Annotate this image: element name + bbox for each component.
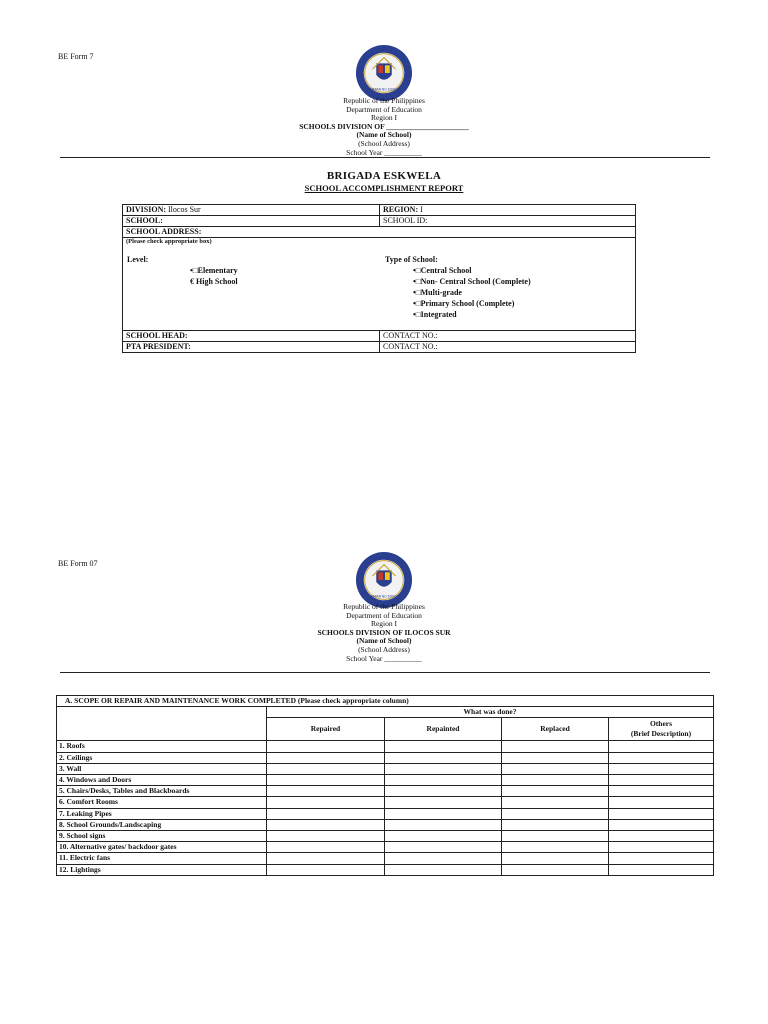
table-row	[57, 797, 714, 808]
division-cell[interactable]: DIVISION: Ilocos Sur	[123, 205, 380, 216]
cell-repainted[interactable]	[385, 786, 502, 797]
cell-replaced[interactable]	[502, 842, 609, 853]
report-title-block	[0, 170, 768, 193]
cell-replaced[interactable]	[502, 808, 609, 819]
cell-repaired[interactable]	[267, 842, 385, 853]
pta-president-cell[interactable]: PTA PRESIDENT:	[123, 342, 380, 353]
deped-seal-icon	[355, 44, 413, 102]
type-primary-checkbox[interactable]: •□Primary School (Complete)	[413, 299, 515, 308]
row-label: 2. Ceilings	[57, 752, 267, 763]
cell-replaced[interactable]	[502, 752, 609, 763]
table-row	[57, 842, 714, 853]
row-label: 9. School signs	[57, 831, 267, 842]
seal-text-2: KAGAWARAN NG EDUKASYON	[361, 594, 407, 599]
school-year-line: School Year __________	[346, 147, 422, 157]
divider	[60, 157, 710, 158]
school-year-line-2: School Year __________	[346, 653, 422, 663]
cell-replaced[interactable]	[502, 853, 609, 864]
row-label: 5. Chairs/Desks, Tables and Blackboards	[57, 786, 267, 797]
col-others-label: Others	[649, 719, 673, 729]
cell-repainted[interactable]	[385, 831, 502, 842]
check-note: (Please check appropriate box)	[126, 238, 212, 245]
col-repaired: Repaired	[267, 718, 385, 741]
cell-repaired[interactable]	[267, 853, 385, 864]
report-subtitle: SCHOOL ACCOMPLISHMENT REPORT	[304, 183, 464, 193]
cell-others[interactable]	[609, 853, 714, 864]
cell-repainted[interactable]	[385, 819, 502, 830]
col-others	[609, 718, 714, 741]
table-row	[57, 831, 714, 842]
cell-repainted[interactable]	[385, 864, 502, 875]
region-line: Region I	[370, 113, 398, 123]
school-name-line: (Name of School)	[356, 130, 412, 140]
school-cell[interactable]: SCHOOL:	[123, 216, 380, 227]
level-label: Level:	[127, 255, 149, 264]
cell-repainted[interactable]	[385, 797, 502, 808]
page1-header	[0, 97, 768, 157]
row-label: 1. Roofs	[57, 741, 267, 752]
row-label: 8. School Grounds/Landscaping	[57, 819, 267, 830]
head-contact-cell[interactable]: CONTACT NO.:	[380, 331, 636, 342]
school-id-cell[interactable]: SCHOOL ID:	[380, 216, 636, 227]
maintenance-work-table	[56, 695, 714, 876]
row-label: 7. Leaking Pipes	[57, 808, 267, 819]
cell-others[interactable]	[609, 797, 714, 808]
cell-repaired[interactable]	[267, 831, 385, 842]
school-name-line-2: (Name of School)	[356, 636, 412, 646]
school-head-cell[interactable]: SCHOOL HEAD:	[123, 331, 380, 342]
cell-replaced[interactable]	[502, 831, 609, 842]
table-row	[57, 752, 714, 763]
row-label: 11. Electric fans	[57, 853, 267, 864]
cell-repaired[interactable]	[267, 775, 385, 786]
type-options	[413, 265, 531, 320]
table-row	[57, 741, 714, 752]
form-number-2: BE Form 07	[58, 559, 98, 568]
cell-others[interactable]	[609, 763, 714, 774]
cell-replaced[interactable]	[502, 819, 609, 830]
divider-2	[60, 672, 710, 673]
republic-line: Republic of the Philippines	[343, 96, 425, 105]
page2-header	[0, 603, 768, 663]
region-line-2: Region I	[370, 619, 398, 629]
department-line-2: Department of Education	[346, 610, 422, 620]
division-line-2: SCHOOLS DIVISION OF ILOCOS SUR	[317, 627, 451, 637]
cell-repaired[interactable]	[267, 786, 385, 797]
row-label: 4. Windows and Doors	[57, 775, 267, 786]
cell-others[interactable]	[609, 842, 714, 853]
type-integrated-checkbox[interactable]: •□Integrated	[413, 310, 457, 319]
row-label: 12. Lightings	[57, 864, 267, 875]
cell-replaced[interactable]	[502, 797, 609, 808]
school-info-table	[122, 204, 636, 353]
cell-repainted[interactable]	[385, 808, 502, 819]
cell-replaced[interactable]	[502, 864, 609, 875]
table-row	[57, 808, 714, 819]
division-line: SCHOOLS DIVISION OF ______________________	[299, 121, 469, 131]
cell-repainted[interactable]	[385, 741, 502, 752]
cell-replaced[interactable]	[502, 786, 609, 797]
cell-repaired[interactable]	[267, 819, 385, 830]
table-row	[57, 864, 714, 875]
cell-repaired[interactable]	[267, 741, 385, 752]
table-row	[57, 853, 714, 864]
table-row	[57, 763, 714, 774]
cell-others[interactable]	[609, 741, 714, 752]
cell-repainted[interactable]	[385, 853, 502, 864]
cell-others[interactable]	[609, 775, 714, 786]
cell-repaired[interactable]	[267, 752, 385, 763]
seal-text: KAGAWARAN NG EDUKASYON	[361, 87, 407, 92]
cell-repaired[interactable]	[267, 797, 385, 808]
level-elementary-checkbox[interactable]: •□Elementary	[190, 266, 238, 275]
cell-replaced[interactable]	[502, 741, 609, 752]
type-noncentral-checkbox[interactable]: •□Non- Central School (Complete)	[413, 277, 531, 286]
col-repainted: Repainted	[385, 718, 502, 741]
cell-repainted[interactable]	[385, 752, 502, 763]
cell-replaced[interactable]	[502, 763, 609, 774]
type-multigrade-checkbox[interactable]: •□Multi-grade	[413, 288, 462, 297]
type-label: Type of School:	[385, 255, 438, 264]
row-label: 6. Comfort Rooms	[57, 797, 267, 808]
cell-others[interactable]	[609, 864, 714, 875]
form-number: BE Form 7	[58, 52, 94, 61]
school-address-cell[interactable]: SCHOOL ADDRESS:	[123, 227, 636, 238]
cell-repainted[interactable]	[385, 763, 502, 774]
table-row	[57, 786, 714, 797]
school-address-line: (School Address)	[358, 138, 410, 148]
blank-header-cell	[57, 707, 267, 741]
work-rows	[57, 741, 714, 875]
cell-others[interactable]	[609, 831, 714, 842]
report-title: BRIGADA ESKWELA	[326, 170, 442, 182]
cell-others[interactable]	[609, 819, 714, 830]
school-address-line-2: (School Address)	[358, 644, 410, 654]
type-central-checkbox[interactable]: •□Central School	[413, 266, 472, 275]
region-cell[interactable]: REGION: I	[380, 205, 636, 216]
level-type-cell	[123, 238, 636, 331]
what-done-header: What was done?	[267, 707, 714, 718]
cell-repainted[interactable]	[385, 842, 502, 853]
row-label: 10. Alternative gates/ backdoor gates	[57, 842, 267, 853]
cell-repainted[interactable]	[385, 775, 502, 786]
cell-repaired[interactable]	[267, 864, 385, 875]
republic-line-2: Republic of the Philippines	[343, 602, 425, 611]
deped-seal-icon-2	[355, 551, 413, 609]
cell-others[interactable]	[609, 808, 714, 819]
cell-repaired[interactable]	[267, 763, 385, 774]
level-highschool-checkbox[interactable]: € High School	[190, 277, 238, 286]
cell-replaced[interactable]	[502, 775, 609, 786]
cell-others[interactable]	[609, 752, 714, 763]
cell-repaired[interactable]	[267, 808, 385, 819]
cell-others[interactable]	[609, 786, 714, 797]
table-row	[57, 775, 714, 786]
table-row	[57, 819, 714, 830]
section-title: A. SCOPE OR REPAIR AND MAINTENANCE WORK COMPLETED (Please check appropriate column)	[57, 696, 714, 707]
pta-contact-cell[interactable]: CONTACT NO.:	[380, 342, 636, 353]
level-options	[190, 265, 238, 287]
department-line: Department of Education	[346, 104, 422, 114]
row-label: 3. Wall	[57, 763, 267, 774]
col-others-desc: (Brief Description)	[630, 729, 692, 739]
col-replaced: Replaced	[502, 718, 609, 741]
